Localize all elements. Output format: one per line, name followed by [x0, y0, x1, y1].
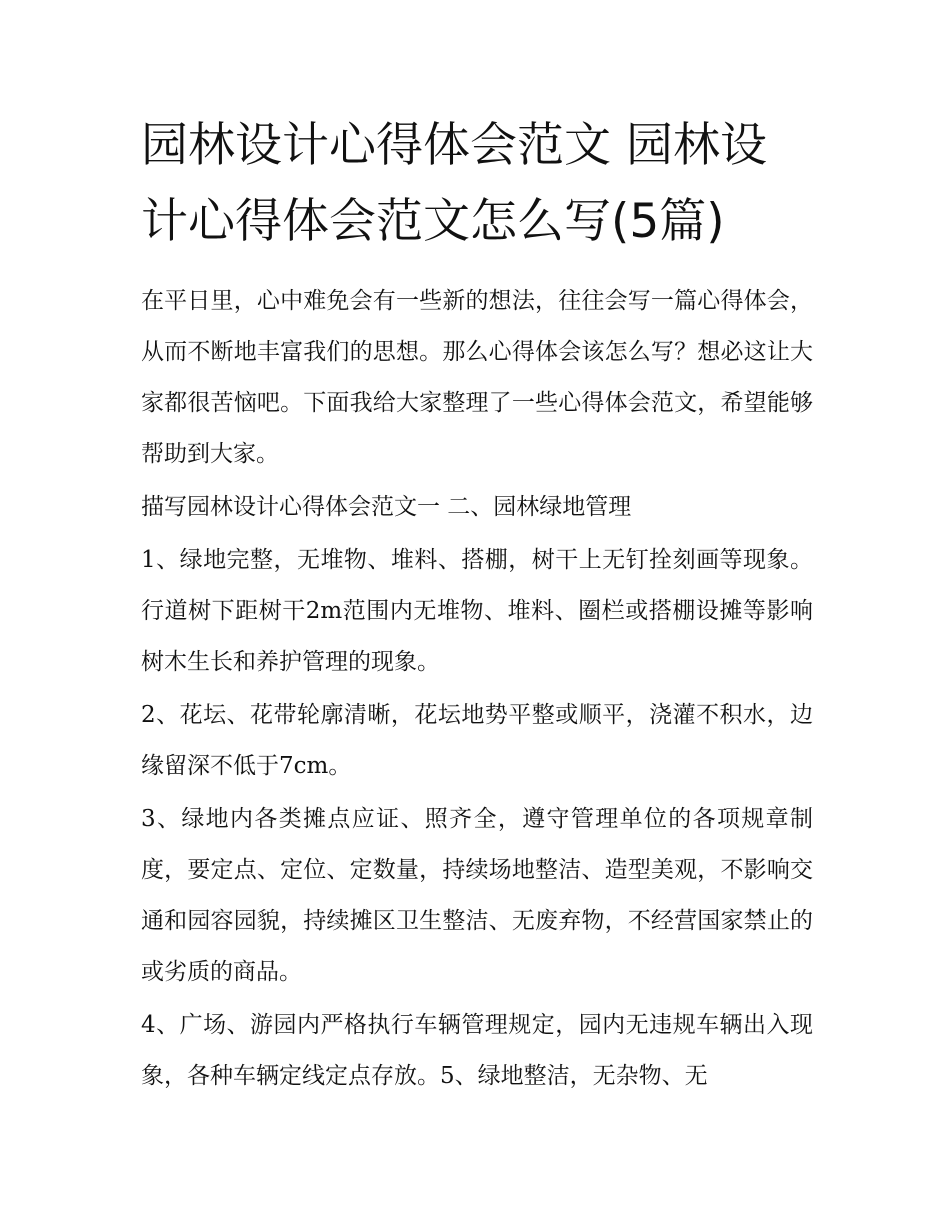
list-item-4: 4、广场、游园内严格执行车辆管理规定，园内无违规车辆出入现象，各种车辆定线定点存放。5、绿地整洁，无杂物、无: [141, 1012, 813, 1089]
intro-paragraph: 在平日里，心中难免会有一些新的想法，往往会写一篇心得体会，从而不断地丰富我们的思想。那么心得体会该怎么写？想必这让大家都很苦恼吧。下面我给大家整理了一些心得体会范文，希望能够帮助到大家。: [141, 288, 813, 467]
list-item-3: 3、绿地内各类摊点应证、照齐全，遵守管理单位的各项规章制度，要定点、定位、定数量，持续场地整洁、造型美观，不影响交通和园容园貌，持续摊区卫生整洁、无废弃物，不经营国家禁止的或劣质的商品。: [141, 806, 813, 985]
document-page: [141, 108, 813, 1104]
list-item-1: 1、绿地完整，无堆物、堆料、搭棚，树干上无钉拴刻画等现象。行道树下距树干2m范围内无堆物、堆料、圈栏或搭棚设摊等影响树木生长和养护管理的现象。: [141, 547, 813, 675]
list-item-2: 2、花坛、花带轮廓清晰，花坛地势平整或顺平，浇灌不积水，边缘留深不低于7cm。: [141, 702, 813, 779]
document-title: 园林设计心得体会范文 园林设计心得体会范文怎么写(5篇): [141, 118, 767, 249]
section-heading: 描写园林设计心得体会范文一 二、园林绿地管理: [141, 494, 632, 520]
